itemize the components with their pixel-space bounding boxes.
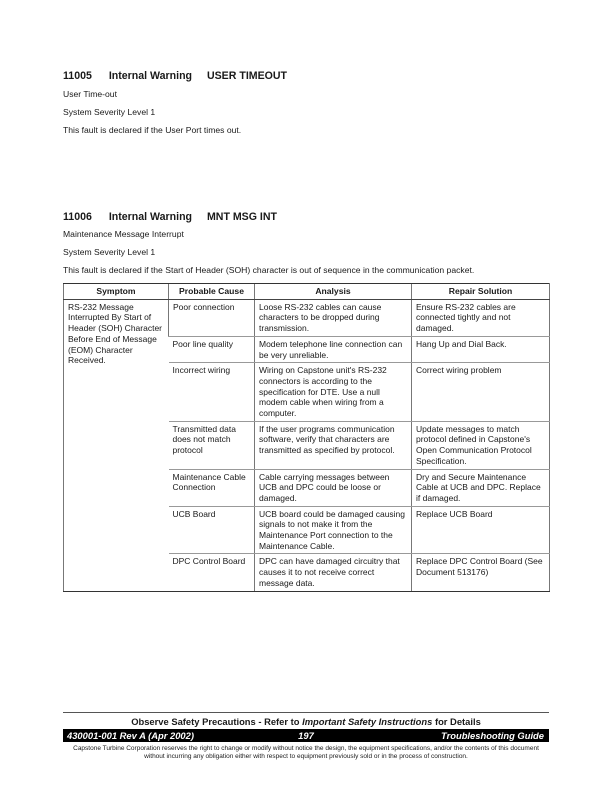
fault-description: User Time-out (63, 89, 117, 99)
page-number: 197 (298, 730, 314, 741)
cause-cell: UCB Board (169, 506, 255, 554)
footer-divider (63, 712, 549, 713)
analysis-cell: Cable carrying messages between UCB and DPC could be loose or damaged. (255, 469, 412, 506)
fault-description: Maintenance Message Interrupt (63, 229, 184, 239)
legal-disclaimer: Capstone Turbine Corporation reserves the right to change or modify without notice the design, the equipment specifications, and/or the contents of this document without incurring any obligation either with respect to equipment previously sold or in the process of construction. (73, 745, 539, 760)
cause-cell: Poor connection (169, 299, 255, 336)
troubleshooting-table (63, 283, 550, 592)
safety-suffix: for Details (432, 716, 481, 727)
safety-instructions-ref: Important Safety Instructions (302, 716, 433, 727)
fault-kind: Internal Warning (108, 211, 193, 223)
repair-cell: Correct wiring problem (412, 363, 550, 422)
guide-title: Troubleshooting Guide (441, 730, 544, 741)
fault-section-11006 (63, 211, 549, 275)
analysis-cell: DPC can have damaged circuitry that causes it to not receive correct message data. (255, 554, 412, 591)
symptom-cell: RS-232 Message Interrupted By Start of Header (SOH) Character Before End of Message (EOM) Character Received. (64, 299, 169, 591)
fault-name: MNT MSG INT (206, 211, 277, 223)
repair-cell: Replace UCB Board (412, 506, 550, 554)
fault-severity: System Severity Level 1 (63, 107, 156, 117)
fault-code: 11005 (63, 70, 92, 82)
cause-cell: Transmitted data does not match protocol (169, 421, 255, 469)
cause-cell: Maintenance Cable Connection (169, 469, 255, 506)
safety-notice (63, 716, 549, 727)
fault-declaration: This fault is declared if the User Port times out. (63, 125, 242, 135)
header-analysis: Analysis (255, 284, 412, 300)
cause-cell: Incorrect wiring (169, 363, 255, 422)
analysis-cell: If the user programs communication software, verify that characters are transmitted as specified by protocol. (255, 421, 412, 469)
header-symptom: Symptom (64, 284, 169, 300)
fault-name: USER TIMEOUT (206, 70, 288, 82)
header-probable-cause: Probable Cause (169, 284, 255, 300)
analysis-cell: UCB board could be damaged causing signals to not make it from the Maintenance Port connection to the Maintenance Cable. (255, 506, 412, 554)
repair-cell: Hang Up and Dial Back. (412, 336, 550, 362)
fault-severity: System Severity Level 1 (63, 247, 156, 257)
analysis-cell: Modem telephone line connection can be very unreliable. (255, 336, 412, 362)
repair-cell: Update messages to match protocol defined in Capstone's Open Communication Protocol Specification. (412, 421, 550, 469)
safety-prefix: Observe Safety Precautions - Refer to (131, 716, 303, 727)
section-heading (63, 70, 549, 83)
section-heading (63, 211, 549, 224)
fault-kind: Internal Warning (108, 70, 193, 82)
analysis-cell: Loose RS-232 cables can cause characters to be dropped during transmission. (255, 299, 412, 336)
repair-cell: Dry and Secure Maintenance Cable at UCB and DPC. Replace if damaged. (412, 469, 550, 506)
table-header-row (64, 284, 550, 300)
repair-cell: Ensure RS-232 cables are connected tightly and not damaged. (412, 299, 550, 336)
fault-code: 11006 (63, 211, 92, 223)
document-number: 430001-001 Rev A (Apr 2002) (67, 730, 194, 741)
footer-bar (63, 729, 549, 742)
fault-declaration: This fault is declared if the Start of Header (SOH) character is out of sequence in the communication packet. (63, 265, 475, 275)
cause-cell: DPC Control Board (169, 554, 255, 591)
cause-cell: Poor line quality (169, 336, 255, 362)
repair-cell: Replace DPC Control Board (See Document 513176) (412, 554, 550, 591)
analysis-cell: Wiring on Capstone unit's RS-232 connectors is according to the specification for DTE. Use a null modem cable when wiring from a computer. (255, 363, 412, 422)
fault-section-11005 (63, 70, 549, 135)
table-row (64, 299, 550, 336)
header-repair-solution: Repair Solution (412, 284, 550, 300)
